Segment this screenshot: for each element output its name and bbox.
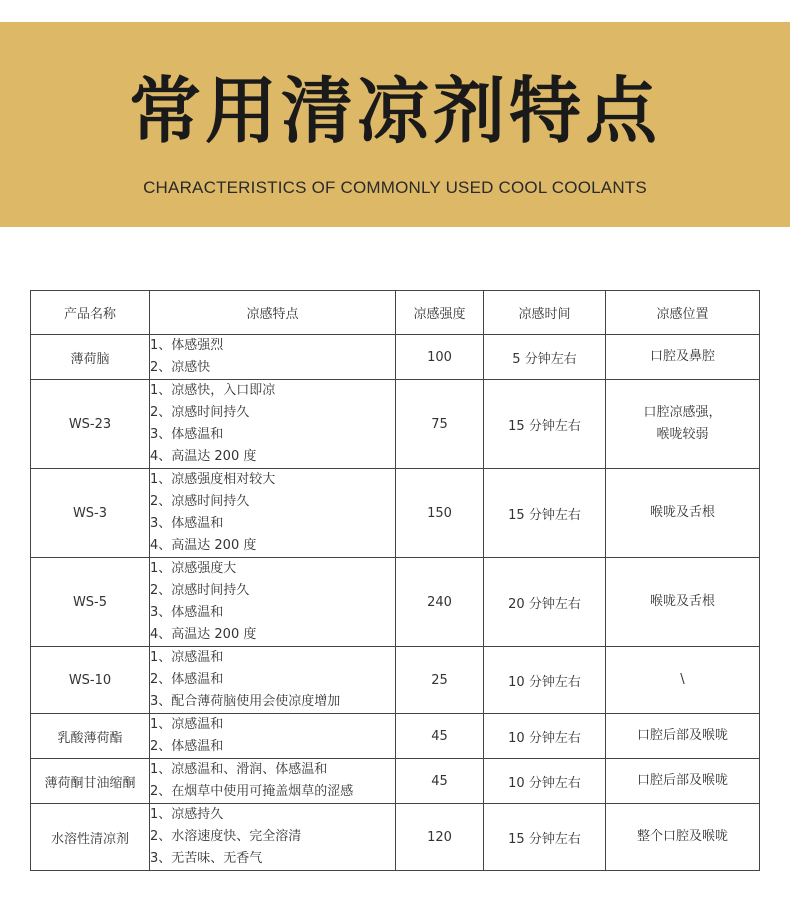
- table-body: [31, 335, 760, 871]
- feature-line: 3、体感温和: [150, 427, 224, 442]
- time-cell: 15 分钟左右: [484, 804, 606, 871]
- table-row: [31, 335, 760, 380]
- position-line: 口腔后部及喉咙: [636, 728, 728, 743]
- product-name-cell: 薄荷脑: [31, 335, 150, 380]
- coolant-table: [30, 290, 760, 871]
- strength-cell: 45: [396, 759, 484, 804]
- product-name-cell: 薄荷酮甘油缩酮: [31, 759, 150, 804]
- position-cell: [606, 558, 760, 647]
- position-cell: [606, 759, 760, 804]
- feature-line: 2、凉感快: [150, 360, 211, 375]
- product-name-cell: WS-3: [31, 469, 150, 558]
- strength-cell: 45: [396, 714, 484, 759]
- table-row: [31, 714, 760, 759]
- strength-cell: 120: [396, 804, 484, 871]
- features-cell: [150, 647, 396, 714]
- table-header-row: [31, 291, 760, 335]
- time-cell: 15 分钟左右: [484, 380, 606, 469]
- time-cell: 20 分钟左右: [484, 558, 606, 647]
- time-cell: 10 分钟左右: [484, 647, 606, 714]
- header-banner: [0, 22, 790, 227]
- table-row: [31, 469, 760, 558]
- position-cell: [606, 380, 760, 469]
- position-cell: [606, 804, 760, 871]
- position-line: \: [680, 672, 685, 687]
- feature-line: 2、凉感时间持久: [150, 405, 250, 420]
- time-cell: 10 分钟左右: [484, 759, 606, 804]
- position-line: 喉咙及舌根: [649, 594, 715, 609]
- table-row: [31, 804, 760, 871]
- features-cell: [150, 558, 396, 647]
- feature-line: 1、凉感强度相对较大: [150, 472, 276, 487]
- table-row: [31, 759, 760, 804]
- feature-line: 2、体感温和: [150, 739, 224, 754]
- column-header-strength: 凉感强度: [396, 291, 484, 335]
- feature-line: 2、凉感时间持久: [150, 583, 250, 598]
- column-header-time: 凉感时间: [484, 291, 606, 335]
- features-cell: [150, 714, 396, 759]
- feature-line: 4、高温达 200 度: [150, 449, 257, 464]
- time-cell: 5 分钟左右: [484, 335, 606, 380]
- feature-line: 2、在烟草中使用可掩盖烟草的涩感: [150, 784, 354, 799]
- feature-line: 3、体感温和: [150, 605, 224, 620]
- product-name-cell: WS-5: [31, 558, 150, 647]
- table-row: [31, 380, 760, 469]
- column-header-position: 凉感位置: [606, 291, 760, 335]
- strength-cell: 150: [396, 469, 484, 558]
- feature-line: 2、体感温和: [150, 672, 224, 687]
- position-line: 整个口腔及喉咙: [636, 829, 728, 844]
- feature-line: 1、凉感强度大: [150, 561, 237, 576]
- product-name-cell: WS-10: [31, 647, 150, 714]
- strength-cell: 75: [396, 380, 484, 469]
- feature-line: 3、体感温和: [150, 516, 224, 531]
- strength-cell: 240: [396, 558, 484, 647]
- column-header-features: 凉感特点: [150, 291, 396, 335]
- position-cell: [606, 469, 760, 558]
- features-cell: [150, 380, 396, 469]
- feature-line: 3、配合薄荷脑使用会使凉度增加: [150, 694, 341, 709]
- position-cell: [606, 714, 760, 759]
- product-name-cell: 乳酸薄荷酯: [31, 714, 150, 759]
- feature-line: 4、高温达 200 度: [150, 627, 257, 642]
- table-row: [31, 558, 760, 647]
- feature-line: 3、无苦味、无香气: [150, 851, 263, 866]
- feature-line: 1、凉感温和、滑润、体感温和: [150, 762, 328, 777]
- features-cell: [150, 804, 396, 871]
- feature-line: 1、凉感持久: [150, 807, 224, 822]
- feature-line: 1、凉感温和: [150, 717, 224, 732]
- product-name-cell: WS-23: [31, 380, 150, 469]
- position-line: 喉咙较弱: [656, 427, 709, 442]
- feature-line: 4、高温达 200 度: [150, 538, 257, 553]
- features-cell: [150, 469, 396, 558]
- position-cell: [606, 647, 760, 714]
- position-line: 口腔凉感强，: [643, 405, 722, 420]
- feature-line: 1、凉感快，入口即凉: [150, 383, 276, 398]
- page-title: 常用清凉剂特点: [128, 69, 661, 153]
- position-line: 口腔后部及喉咙: [636, 773, 728, 788]
- features-cell: [150, 335, 396, 380]
- product-name-cell: 水溶性清凉剂: [31, 804, 150, 871]
- position-cell: [606, 335, 760, 380]
- table-row: [31, 647, 760, 714]
- page-subtitle: CHARACTERISTICS OF COMMONLY USED COOL COOLANTS: [143, 178, 647, 197]
- feature-line: 1、体感强烈: [150, 338, 224, 353]
- feature-line: 1、凉感温和: [150, 650, 224, 665]
- strength-cell: 100: [396, 335, 484, 380]
- position-line: 口腔及鼻腔: [649, 349, 715, 364]
- column-header-name: 产品名称: [31, 291, 150, 335]
- time-cell: 15 分钟左右: [484, 469, 606, 558]
- feature-line: 2、水溶速度快、完全溶清: [150, 829, 302, 844]
- strength-cell: 25: [396, 647, 484, 714]
- time-cell: 10 分钟左右: [484, 714, 606, 759]
- position-line: 喉咙及舌根: [649, 505, 715, 520]
- feature-line: 2、凉感时间持久: [150, 494, 250, 509]
- features-cell: [150, 759, 396, 804]
